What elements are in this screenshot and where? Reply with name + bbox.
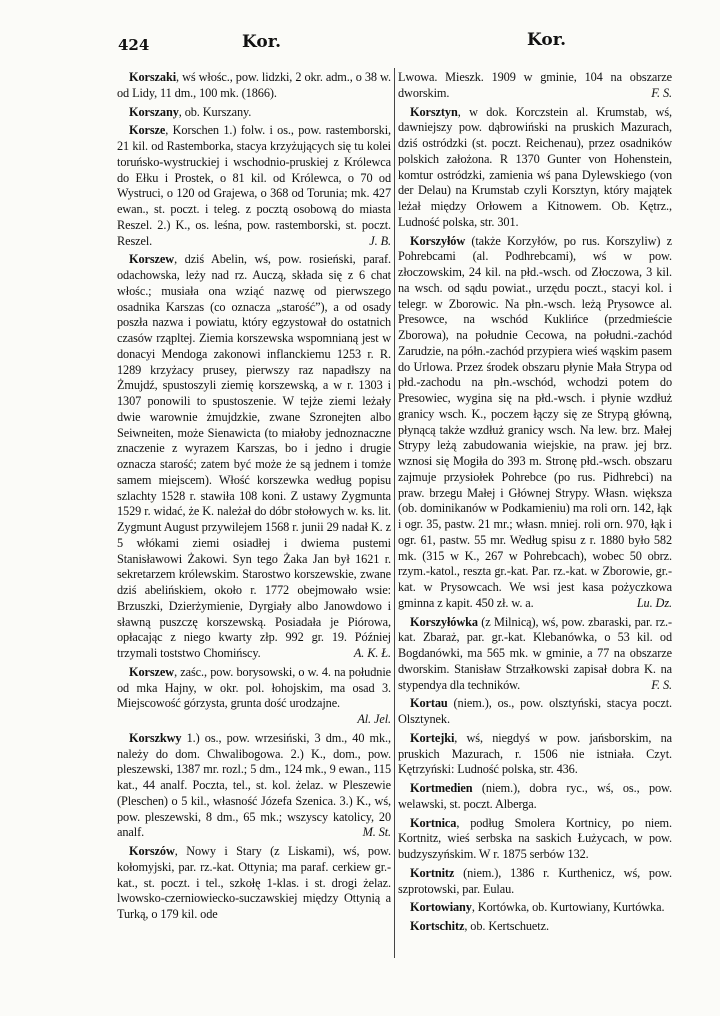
entry-headword: Kortschitz [410,919,465,933]
entry [117,665,391,728]
right-column [398,70,672,938]
entry-text: , Korschen 1.) folw. i os., pow. rastemborski, 21 kil. od Rastemborka, stacya krzyżujących się tu kolei toruńsko-wystruckiej i wschodnio-pruskiej z Królewca do Ełku i Prostek, o 81 kil. od Królewca, o 70 od Wystruci, o 120 od Grajewa, o 368 od Torunia; mk. 427 ewan., st. poczt. i teleg. z pocztą osobową do miasta Reszel. 2.) K., os. leśna, pow. rastemborski, st. poczt. Reszel. [117,123,391,248]
entry-headword: Kortowiany [410,900,472,915]
entry-text: , ob. Kurszany. [178,104,252,119]
entry-text: (niem.), dobra ryc., wś, os., pow. welawski, st. poczt. Alberga. [398,781,672,811]
entry [398,234,672,612]
entry-headword: Korsze [129,123,166,138]
entry [117,252,391,662]
entry [117,844,391,923]
entry-headword: Korszyłówka [410,614,478,629]
left-column [117,70,391,926]
entry [117,731,391,841]
entry-headword: Korszów [129,844,175,858]
author-signature: F. S. [651,677,672,692]
entry-text: , wś, niegdyś w pow. jańsborskim, na pruskich Mazurach, r. 1506 nie istniała. Czyt. Kętrzyński: Ludność polska, str. 436. [398,730,672,777]
entry [117,105,391,121]
entry-continuation [398,70,672,102]
entry-text: 1.) os., pow. wrzesiński, 3 dm., 40 mk., należy do dom. Chwalibogowa. 2.) K., dom., pow. pleszewski, 1387 mr. rozl.; 5 dm., 124 mk., 9 ewan., 115 kat., 44 analf. Poczta, tel., st. kol. żelaz. w Pleszewie (Pleschen) o 5 kil., własność Józefa Szenica. 3.) K., wś, pow. pleszewski, 8 dm., 65 mk.; wszyscy katolicy, 20 analf. [117,730,391,840]
entry-headword: Korszew [129,252,175,267]
entry-text: , Nowy i Stary (z Liskami), wś, pow. kołomyjski, par. rz.-kat. Ottynia; ma paraf. cerkiew gr.-kat., st. poczt. i tel., szkołę 1-klas. i st. drogi żelaz. lwowsko-czerniowiecko-suczawskiej między Ottynią a Turką, o 179 kil. ode [117,844,391,921]
entry-headword: Kortnica [410,815,457,830]
entry-headword: Korszaki [129,70,177,84]
column-divider [394,68,395,958]
entry [398,781,672,813]
entry-text: Lwowa. Mieszk. 1909 w gminie, 104 na obszarze dworskim. [398,70,672,100]
entry-headword: Korszany [129,104,179,119]
entry-text: (niem.), 1386 r. Kurthenicz, wś, pow. szprotowski, par. Eulau. [398,865,672,896]
author-signature: Al. Jel. [357,712,391,726]
entry-text: (niem.), os., pow. olsztyński, stacya poczt. Olsztynek. [398,696,672,726]
entry-text: , podług Smolera Kortnicy, po niem. Kortnitz, wieś serbska na saskich Łużycach, w pow. budzyszyńskim. W r. 1875 serbów 132. [398,815,672,861]
left-running-heading: Kor. [242,32,282,52]
entry-text: , zaśc., pow. borysowski, o w. 4. na południe od mka Hajny, w okr. pol. łohojskim, ma osad 3. Miejscowość górzysta, grunta dość urodzajne. [117,664,391,711]
entry [398,900,672,916]
entry-headword: Kortnitz [410,865,455,880]
entry [398,696,672,728]
right-running-heading: Kor. [527,30,567,50]
entry [398,731,672,778]
author-signature: M. St. [362,825,391,840]
author-signature: F. S. [651,85,672,100]
entry-headword: Korszkwy [129,730,182,745]
author-signature: A. K. Ł. [353,646,391,660]
entry-headword: Korsztyn [410,104,458,119]
page-number: 424 [118,36,150,54]
entry [117,123,391,249]
entry [117,70,391,102]
entry-headword: Kortejki [410,730,455,745]
entry [398,866,672,898]
entry [398,105,672,231]
entry-text: , Kortówka, ob. Kurtowiany, Kurtówka. [471,900,665,915]
entry-text: , wś włośc., pow. lidzki, 2 okr. adm., o 38 w. od Lidy, 11 dm., 100 mk. (1866). [117,70,391,100]
entry-headword: Korszew [129,664,175,679]
entry-headword: Kortau [410,696,448,711]
author-signature: Lu. Dz. [636,595,672,610]
entry [398,816,672,863]
running-header [0,28,720,58]
entry [398,615,672,694]
entry-headword: Kortmedien [410,781,473,795]
entry-text: , w dok. Korczstein al. Krumstab, wś, dawniejszy pow. dąbrowiński na pruskich Mazurach, dziś ostródzki (st. poczt. Reichenau), przez osadników polskich założona. R 1370 Gunter von Hohenstein, komtur ostródzki, zamienia wś pana Dylewskiego (von der Delau) na Krumstab czyli Korsztyn, który majątek leżał między Orłowem a Kitnowem. Ob. Kętrz., Ludność polska, str. 301. [398,104,672,229]
entry-text: , ob. Kertschuetz. [464,919,549,933]
entry-text: (z Milnicą), wś, pow. zbaraski, par. rz.-kat. Zbaraż, par. gr.-kat. Klebanówka, o 53 kil. od Bogdanówki, ma 565 mk. w gminie, a 77 na obszarze dworskim. Stanisław Strzałkowski zapisał dobra K. na stypendya dla techników. [398,614,672,692]
entry [398,919,672,935]
entry-text: , dziś Abelin, wś, pow. rosieński, paraf. odachowska, leży nad rz. Auczą, składa się z 6 chat włośc.; musiała ona wziąć nazwę od pierwszego osadnika Karszas (co oznacza „starość”), a od osady poszła nazwa i powiatu, który egzystował do ostatnich czasów rząpltej. Ziemia korszewska wspomnianą jest w donacyi Mendoga zakonowi inflanckiemu 1253 r. R. 1289 krzyżacy prusey, pierwszy raz napadłszy na Żmujdź, spustoszyli ziemię korszewską, a w r. 1303 i 1307 ponowili to spustoszenie. W tejże ziemi leżały dwie warownie żmujdzkie, zwane Szronejten albo Seiwneiten, może Sienawicta (to miałoby jednoznaczne znaczenie z wyrazem Karszas, bo i jedno i drugie oznacza starość; zatem być może że są jednem i tomże samem miejscem). Włość korszewka według popisu szlachty 1528 r. stawiła 108 koni. Z ustawy Zygmunta 1529 r. widać, że K. należał do dóbr stołowych w. ks. lit. Zygmunt August przywilejem 1568 r. junii 29 nadał K. z 5 włókami ziemi osiadłej i dwiema pustemi Stanisławowi Żakowi. Syn tego Żaka Jan był 1621 r. sekretarzem królewskim. Starostwo korszewskie, zwane dziś abelińskiem, około r. 1772 obejmowało wsie: Brzuszki, Dzierżymienie, Dyrgiały albo Janowdowo i sławną puszczę korszewską. Posiadała je Piórowa, opłacając z niego kwarty złp. 992 gr. 19. Później trzymali toststwo Chomińscy. [117,252,391,660]
entry-text: (także Korzyłów, po rus. Korszyliw) z Pohrebcami (al. Podhrebcami), wś w pow. złoczowskim, 24 kil. na płd.-wsch. od Złoczowa, 3 kil. na wsch. od sądu powiat., urzędu poczt., stacyi kol. i telegr. w Zborowic. Na płn.-wsch. leżą Prysowce al. Presowce, na wschód Kuklińce (przedmieście Zborowa), na południe Cecowa, na południ.-zachód Zarudzie, na półn.-zachód przypiera wieś wąskim pasem do Urlowa. Przez środek obszaru płynie Mała Strypa od płd.-zachodu na płn.-wschód, wchodzi potem do Presowiec, wygina się na płd.-wsch. i płynie wzdłuż granicy wsch. K., poczem łączy się ze Strypą główną, płynącą także wzdłuż granicy wsch. Na lew. brz. Małej Strypy leżą zabudowania wiejskie, na praw. jej brz. wznosi się Mogiła do 393 m. Stronę płd.-wsch. obszaru zajmuje przysiołek Pohrebce (po rus. Pidhrebci) na praw. brzegu Małej i Głównej Strypy. Własn. większa (ob. dominikanów w Podkamieniu) ma roli orn. 142, łąk i ogr. 35, pastw. 21 mr.; własn. mniej. roli orn. 970, łąk i ogr. 61, pastw. 55 mr. Według spisu z r. 1880 było 582 mk. (315 w K., 267 w Pohrebcach), wobec 50 obrz. rzym.-katol., reszta gr.-kat. Par. rz.-kat. w Zborowie, gr.-kat. w Prysowcach. We wsi jest kasa pożyczkowa gminna z kapit. 450 zł. w. a. [398,233,673,610]
entry-headword: Korszyłów [410,233,466,248]
author-signature: J. B. [369,233,391,248]
